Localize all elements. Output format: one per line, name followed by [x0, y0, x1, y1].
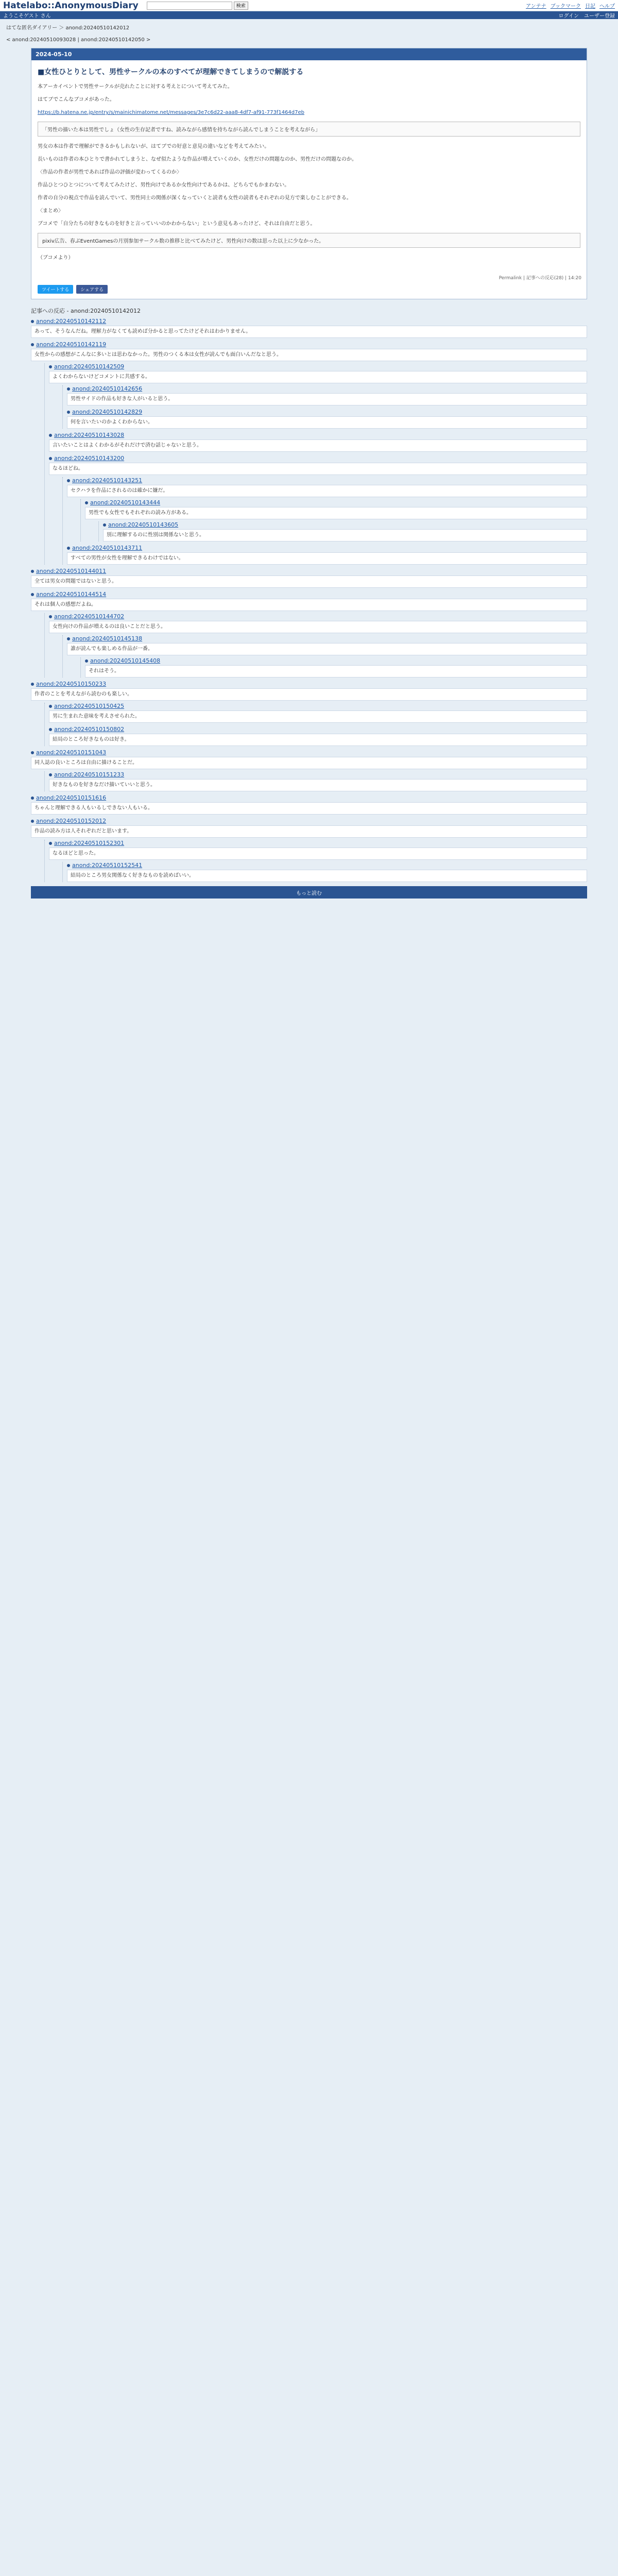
- response-meta: [67, 635, 587, 642]
- bullet-icon: [67, 387, 70, 391]
- response-item: [49, 613, 587, 677]
- response-meta: [49, 613, 587, 620]
- response-item: [67, 409, 587, 429]
- response-text: 誰が読んでも楽しめる作品が一番。: [67, 643, 587, 655]
- response-children: [62, 385, 587, 429]
- response-item: [31, 591, 587, 677]
- nav-bar: [0, 11, 618, 19]
- response-item: [49, 455, 587, 565]
- response-id-link[interactable]: anond:20240510143028: [54, 432, 125, 438]
- response-text: ちゃんと理解できる人もいるしできない人もいる。: [31, 802, 587, 815]
- response-item: [67, 385, 587, 405]
- login-link[interactable]: ログイン: [558, 13, 579, 19]
- response-id-link[interactable]: anond:20240510151233: [54, 771, 125, 778]
- response-item: [31, 341, 587, 565]
- more-button[interactable]: もっと読む: [31, 886, 587, 899]
- response-text: よくわからないけどコメントに共感する。: [49, 371, 587, 383]
- entry-paragraph: はてブでこんなブコメがあった。: [38, 97, 115, 103]
- response-id-link[interactable]: anond:20240510142509: [54, 363, 125, 370]
- response-meta: [85, 499, 587, 506]
- response-id-link[interactable]: anond:20240510152012: [36, 818, 107, 824]
- response-id-link[interactable]: anond:20240510143251: [72, 477, 143, 484]
- response-meta: [31, 681, 587, 687]
- response-id-link[interactable]: anond:20240510150802: [54, 726, 125, 733]
- entry-paragraph: 本アーカイベントで男性サークルが売れたことに対する考えとについて考えてみた。: [38, 84, 233, 90]
- response-item: [49, 726, 587, 746]
- response-id-link[interactable]: anond:20240510143711: [72, 545, 143, 551]
- bullet-icon: [49, 434, 52, 437]
- response-id-link[interactable]: anond:20240510144514: [36, 591, 107, 598]
- bullet-icon: [31, 593, 34, 596]
- response-meta: [31, 818, 587, 824]
- response-children: [44, 363, 587, 565]
- search-area: [147, 2, 248, 10]
- response-id-link[interactable]: anond:20240510145138: [72, 635, 143, 642]
- site-logo[interactable]: Hatelabo::AnonymousDiary: [3, 0, 139, 11]
- bullet-icon: [49, 773, 52, 776]
- bullet-icon: [103, 523, 106, 527]
- bullet-icon: [49, 842, 52, 845]
- response-text: 好きなものを好きなだけ描いていいと思う。: [49, 779, 587, 791]
- response-id-link[interactable]: anond:20240510144011: [36, 568, 107, 574]
- entry-paragraph: 作者の自分の視点で作品を読んでいて、男性同士の関係が深くなっていくと読者も女性の読者もそれぞれの見方で楽しむことができる。: [38, 195, 352, 201]
- response-children: [80, 657, 587, 677]
- bullet-icon: [31, 570, 34, 573]
- response-tree-heading: 記事への反応 - anond:20240510142012: [31, 308, 141, 314]
- bullet-icon: [67, 864, 70, 867]
- bullet-icon: [31, 343, 34, 346]
- bullet-icon: [31, 320, 34, 323]
- response-meta: [31, 794, 587, 801]
- response-item: [67, 635, 587, 677]
- response-meta: [49, 432, 587, 438]
- response-item: [67, 545, 587, 565]
- response-text: 全ては男女の問題ではないと思う。: [31, 575, 587, 588]
- bullet-icon: [85, 659, 88, 663]
- response-text: セクハラを作品にされるのは確かに嫌だ。: [67, 485, 587, 497]
- response-text: それはそう。: [85, 665, 587, 677]
- bullet-icon: [49, 728, 52, 731]
- bullet-icon: [67, 637, 70, 640]
- bullet-icon: [67, 411, 70, 414]
- response-item: [49, 363, 587, 429]
- response-id-link[interactable]: anond:20240510152541: [72, 862, 143, 869]
- response-text: 女性からの感想がこんなに多いとは思わなかった。男性のつくる本は女性が読んでも面白いんだなと思う。: [31, 349, 587, 361]
- entry-paragraph: 〈作品の作者が男性であれば作品の評価が変わってくるのか〉: [38, 170, 182, 175]
- response-id-link[interactable]: anond:20240510150425: [54, 703, 125, 709]
- response-id-link[interactable]: anond:20240510145408: [90, 657, 161, 664]
- top-bar: [0, 0, 618, 11]
- response-children: [98, 521, 587, 541]
- response-text: 何を言いたいのかよくわからない。: [67, 416, 587, 429]
- sub-breadcrumb: < anond:20240510093028 | anond:20240510142050 >: [6, 37, 151, 43]
- response-item: [31, 818, 587, 882]
- response-text: なるほどね。: [49, 463, 587, 475]
- bullet-icon: [31, 820, 34, 823]
- response-id-link[interactable]: anond:20240510143605: [108, 521, 179, 528]
- response-id-link[interactable]: anond:20240510142656: [72, 385, 143, 392]
- link-help[interactable]: へルプ: [599, 4, 615, 9]
- response-text: 女性向けの作品が増えるのは良いことだと思う。: [49, 621, 587, 633]
- response-children: [80, 499, 587, 541]
- share-buttons: [31, 285, 587, 299]
- response-item: [31, 794, 587, 815]
- response-id-link[interactable]: anond:20240510144702: [54, 613, 125, 620]
- response-id-link[interactable]: anond:20240510143200: [54, 455, 125, 462]
- response-item: [67, 477, 587, 541]
- entry-footer[interactable]: Permalink | 記事への反応(28) | 14:20: [499, 276, 581, 281]
- response-item: [31, 749, 587, 791]
- response-text: 別に理解するのに性別は関係ないと思う。: [103, 529, 587, 541]
- response-meta: [103, 521, 587, 528]
- response-meta: [49, 726, 587, 733]
- response-meta: [67, 385, 587, 392]
- response-children: [44, 703, 587, 746]
- response-item: [49, 703, 587, 723]
- entry-link[interactable]: https://b.hatena.ne.jp/entry/s/mainichimatome.net/messages/3e7c6d22-aaa8-4df7-af91-773f1464d7eb: [38, 110, 304, 115]
- response-item: [85, 657, 587, 677]
- bullet-icon: [31, 751, 34, 754]
- search-input[interactable]: [147, 2, 232, 10]
- response-meta: [49, 840, 587, 846]
- response-tree: [31, 307, 587, 882]
- response-text: 結局のところ男女関係なく好きなものを読めばいい。: [67, 870, 587, 882]
- bullet-icon: [49, 457, 52, 460]
- bullet-icon: [67, 479, 70, 482]
- response-item: [31, 568, 587, 588]
- response-id-link[interactable]: anond:20240510151043: [36, 749, 107, 756]
- response-meta: [31, 591, 587, 598]
- response-text: 同人誌の良いところは自由に描けることだ。: [31, 757, 587, 769]
- response-id-link[interactable]: anond:20240510142829: [72, 409, 143, 415]
- response-meta: [31, 318, 587, 325]
- response-children: [62, 635, 587, 677]
- top-links: [526, 2, 615, 9]
- response-text: 結局のところ好きなものは好き。: [49, 734, 587, 746]
- response-meta: [67, 862, 587, 869]
- link-antenna[interactable]: アンテナ: [526, 4, 546, 9]
- response-meta: [67, 409, 587, 415]
- response-id-link[interactable]: anond:20240510143444: [90, 499, 161, 506]
- response-meta: [85, 657, 587, 664]
- response-item: [85, 499, 587, 541]
- response-id-link[interactable]: anond:20240510150233: [36, 681, 107, 687]
- entry-paragraph: 長いものは作者の本ひとりで書かれてしまうと、なぜ似たような作品が増えていくのか、女性だけの問題なのか、男性だけの問題なのか。: [38, 157, 357, 162]
- response-children: [44, 771, 587, 791]
- search-button[interactable]: 検索: [234, 2, 248, 10]
- response-meta: [49, 455, 587, 462]
- response-item: [49, 840, 587, 882]
- bullet-icon: [31, 683, 34, 686]
- response-item: [103, 521, 587, 541]
- response-list: [31, 318, 587, 882]
- response-children: [62, 862, 587, 882]
- entry-paragraph: 男女の本は作者で理解ができるかもしれないが、はてブでの好意と意見の違いなどを考えてみたい。: [38, 144, 270, 149]
- response-text: なるほどと思った。: [49, 848, 587, 860]
- response-item: [49, 771, 587, 791]
- response-meta: [49, 771, 587, 778]
- bullet-icon: [49, 705, 52, 708]
- response-text: 作者のことを考えながら読むのも楽しい。: [31, 688, 587, 701]
- response-id-link[interactable]: anond:20240510151616: [36, 794, 107, 801]
- bullet-icon: [85, 501, 88, 504]
- welcome-text: ようこそゲスト さん: [3, 13, 51, 19]
- response-text: すべての男性が女性を理解できるわけではない。: [67, 552, 587, 565]
- response-text: あって、そうなんだね。理解力がなくても読めば分かると思ってたけどそれはわかりません。: [31, 326, 587, 338]
- bullet-icon: [31, 796, 34, 800]
- response-text: それは個人の感想だよね。: [31, 599, 587, 611]
- response-item: [31, 681, 587, 746]
- facebook-share-button[interactable]: シェアする: [76, 285, 108, 294]
- response-text: 男性サイドの作品も好きな人がいると思う。: [67, 393, 587, 405]
- response-id-link[interactable]: anond:20240510142112: [36, 318, 107, 325]
- response-children: [62, 477, 587, 565]
- response-text: 言いたいことはよくわかるがそれだけで済む話じゃないと思う。: [49, 439, 587, 452]
- response-meta: [67, 545, 587, 551]
- entry-paragraph: （ブコメより）: [38, 255, 74, 261]
- bullet-icon: [49, 615, 52, 618]
- response-text: 作品の読み方は人それぞれだと思います。: [31, 825, 587, 838]
- entry-paragraph: 作品ひとつひとつについて考えてみたけど、男性向けであるか女性向けであるかは、どちらでもかまわない。: [38, 182, 290, 188]
- response-meta: [49, 703, 587, 709]
- response-meta: [31, 568, 587, 574]
- response-children: [44, 613, 587, 677]
- bullet-icon: [67, 547, 70, 550]
- response-item: [31, 318, 587, 338]
- response-text: 男性でも女性でもそれぞれの読み方がある。: [85, 507, 587, 519]
- bullet-icon: [49, 365, 52, 368]
- response-text: 男に生まれた意味を考えさせられた。: [49, 710, 587, 723]
- entry-quote-2: pixiv広告、春ぶEventGamesの月別参加サークル数の推移と比べてみたけど、男性向けの数は思った以上に少なかった。: [38, 233, 580, 248]
- entry-paragraph: 〈まとめ〉: [38, 208, 63, 214]
- tweet-button[interactable]: ツイートする: [38, 285, 73, 294]
- response-meta: [49, 363, 587, 370]
- link-diary[interactable]: 日記: [585, 4, 595, 9]
- entry-title: ■女性ひとりとして、男性サークルの本のすべてが理解できてしまうので解説する: [38, 68, 304, 76]
- link-bookmark[interactable]: ブックマーク: [550, 4, 581, 9]
- response-meta: [67, 477, 587, 484]
- register-link[interactable]: ユーザー登録: [584, 13, 615, 19]
- response-children: [44, 840, 587, 882]
- response-item: [49, 432, 587, 452]
- response-item: [67, 862, 587, 882]
- response-id-link[interactable]: anond:20240510142119: [36, 341, 107, 348]
- entry-quote-1: 「男性の描いた本は男性でしょ（女性の生存記者ですね、読みながら感情を持ちながら読んでしまうことを考えながら」: [38, 122, 580, 137]
- breadcrumb: はてな匿名ダイアリー ＞ anond:20240510142012: [6, 25, 130, 31]
- entry-date: 2024-05-10: [31, 48, 587, 60]
- response-id-link[interactable]: anond:20240510152301: [54, 840, 125, 846]
- entry-paragraph: ブコメで「自分たちの好きなものを好きと言っていいのかわからない」という意見もあったけど、それは自由だと思う。: [38, 221, 316, 227]
- entry-card: [31, 48, 587, 299]
- response-meta: [31, 341, 587, 348]
- response-meta: [31, 749, 587, 756]
